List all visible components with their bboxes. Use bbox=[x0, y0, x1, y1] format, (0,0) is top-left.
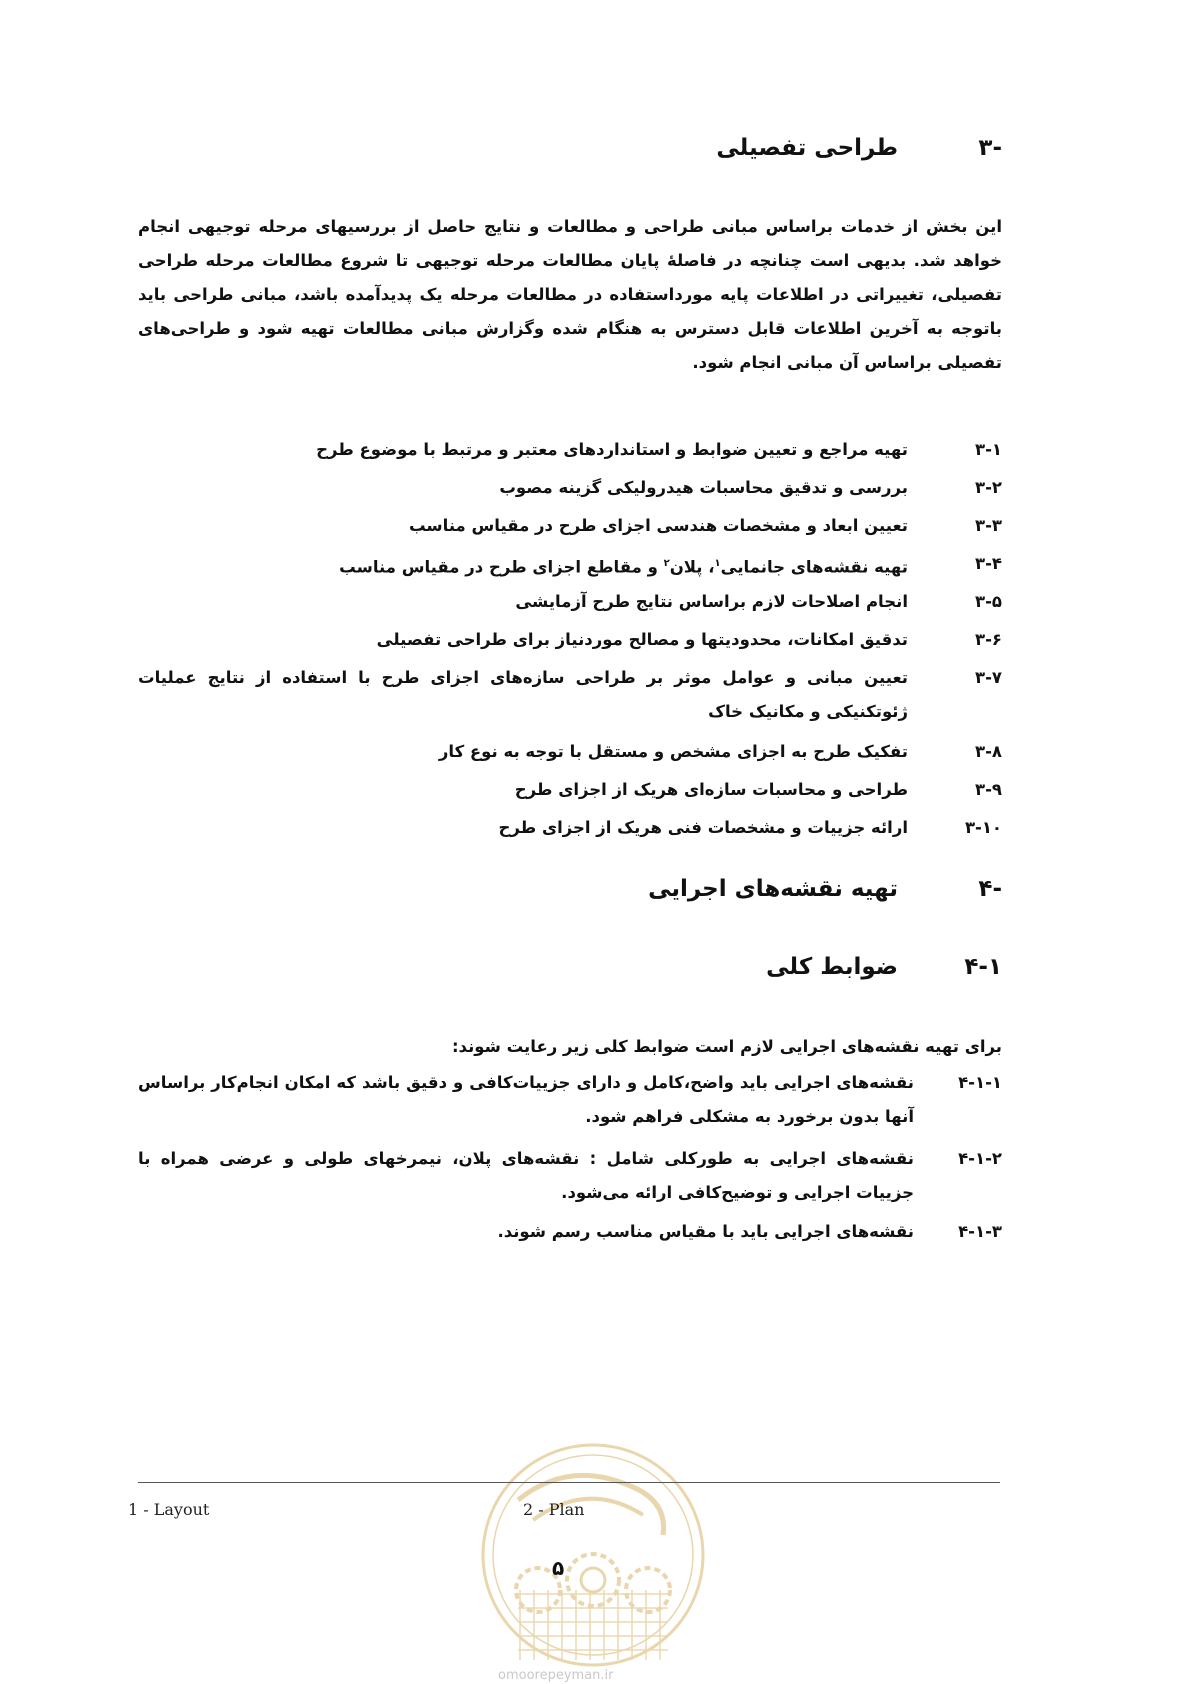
section-number: -۳ bbox=[978, 135, 1002, 161]
item-text: تفکیک طرح به اجزای مشخص و مستقل با توجه به نوع کار bbox=[438, 742, 908, 761]
sub-item-text: نقشه‌های اجرایی باید با مقیاس مناسب رسم شوند. bbox=[497, 1222, 914, 1241]
list-item bbox=[499, 471, 1002, 505]
list-item bbox=[515, 773, 1002, 807]
list-item bbox=[515, 585, 1002, 619]
section-4-heading bbox=[648, 876, 1002, 902]
item-text: تدقیق امکانات، محدودیتها و مصالح موردنیاز برای طراحی تفصیلی bbox=[376, 630, 908, 649]
sub-item-number: ۴-۱-۱ bbox=[958, 1073, 1002, 1092]
footnote-ref-1: ۱ bbox=[714, 558, 721, 569]
sub-item-number: ۴-۱-۲ bbox=[958, 1149, 1002, 1168]
sub-item-text: نقشه‌های اجرایی باید واضح،کامل و دارای جزییات‌کافی و دقیق باشد که امکان انجام‌کار براساس آنها بدون برخورد به مشکلی فراهم شود. bbox=[138, 1073, 914, 1126]
item-text-part: ، پلان bbox=[669, 557, 715, 577]
list-item bbox=[499, 811, 1003, 845]
item-number: ۳-۴ bbox=[975, 554, 1002, 573]
watermark-site: omoorepeyman.ir bbox=[498, 1668, 614, 1683]
footnote-2: 2 - Plan bbox=[523, 1500, 585, 1519]
section-title: ضوابط کلی bbox=[766, 954, 898, 980]
item-text: طراحی و محاسبات سازه‌ای هریک از اجزای طرح bbox=[514, 780, 908, 799]
footnote-1: 1 - Layout bbox=[128, 1500, 210, 1519]
item-text: تعیین مبانی و عوامل موثر بر طراحی سازه‌های اجزای طرح با استفاده از نتایج عملیات ژئوتکنیکی و مکانیک خاک bbox=[138, 668, 908, 721]
list-item bbox=[316, 433, 1002, 467]
item-text: تعیین ابعاد و مشخصات هندسی اجزای طرح در مقیاس مناسب bbox=[408, 516, 908, 535]
list-item bbox=[439, 735, 1002, 769]
footnote-ref-2: ۲ bbox=[663, 558, 670, 569]
list-item bbox=[339, 547, 1002, 585]
item-number: ۳-۵ bbox=[975, 592, 1002, 611]
sub-item-text: نقشه‌های اجرایی به طورکلی شامل : نقشه‌های پلان، نیمرخهای طولی و عرضی همراه با جزییات اجرایی و توضیح‌کافی ارائه می‌شود. bbox=[138, 1149, 914, 1202]
section-title: تهیه نقشه‌های اجرایی bbox=[648, 876, 898, 902]
lead-paragraph: برای تهیه نقشه‌های اجرایی لازم است ضوابط کلی زیر رعایت شوند: bbox=[451, 1037, 1002, 1056]
item-number: ۳-۳ bbox=[975, 516, 1002, 535]
watermark-seal-icon bbox=[478, 1440, 708, 1670]
item-text: ارائه جزییات و مشخصات فنی هریک از اجزای طرح bbox=[498, 818, 908, 837]
item-number: ۳-۹ bbox=[975, 780, 1002, 799]
list-item bbox=[409, 509, 1002, 543]
section-4-1-heading bbox=[766, 954, 1002, 980]
list-item bbox=[377, 623, 1002, 657]
item-text: بررسی و تدقیق محاسبات هیدرولیکی گزینه مصوب bbox=[499, 478, 908, 497]
item-text: تهیه مراجع و تعیین ضوابط و استانداردهای معتبر و مرتبط با موضوع طرح bbox=[316, 440, 908, 459]
item-text-part: و مقاطع اجزای طرح در مقیاس مناسب bbox=[339, 557, 664, 577]
item-number: ۳-۱ bbox=[975, 440, 1002, 459]
footnote-divider bbox=[138, 1482, 1000, 1483]
list-item bbox=[138, 661, 1002, 729]
section-number: ۴-۱ bbox=[964, 954, 1002, 980]
item-number: ۳-۱۰ bbox=[964, 818, 1002, 837]
intro-paragraph: این بخش از خدمات براساس مبانی طراحی و مطالعات و نتایج حاصل از بررسیهای مرحله توجیهی انجام خواهد شد. بدیهی است چنانچه در فاصلهٔ پایان مطالعات مرحله توجیهی تا شروع مطالعات مرحله طراحی تفصیلی، تغییراتی در اطلاعات پایه مورداستفاده در مطالعات مرحله یک پدیدآمده باشد، مبانی طراحی باید باتوجه به آخرین اطلاعات قابل دسترس به هنگام شده وگزارش مبانی مطالعات تهیه شود و طراحی‌های تفصیلی براساس آن مبانی انجام شود. bbox=[138, 217, 1002, 372]
section-title: طراحی تفصیلی bbox=[716, 135, 898, 161]
item-number: ۳-۲ bbox=[975, 478, 1002, 497]
sub-item bbox=[138, 1066, 1002, 1134]
item-number: ۳-۷ bbox=[975, 668, 1002, 687]
section-3-heading bbox=[716, 135, 1002, 161]
item-text bbox=[339, 547, 908, 585]
sub-item-number: ۴-۱-۳ bbox=[958, 1222, 1002, 1241]
item-number: ۳-۶ bbox=[975, 630, 1002, 649]
item-number: ۳-۸ bbox=[975, 742, 1002, 761]
item-text: انجام اصلاحات لازم براساس نتایج طرح آزمایشی bbox=[515, 592, 908, 611]
item-text-part: تهیه نقشه‌های جانمایی bbox=[720, 557, 908, 577]
sub-item bbox=[138, 1142, 1002, 1210]
sub-item bbox=[138, 1215, 1002, 1249]
section-number: -۴ bbox=[978, 876, 1002, 902]
page-number: ۵ bbox=[552, 1556, 565, 1580]
